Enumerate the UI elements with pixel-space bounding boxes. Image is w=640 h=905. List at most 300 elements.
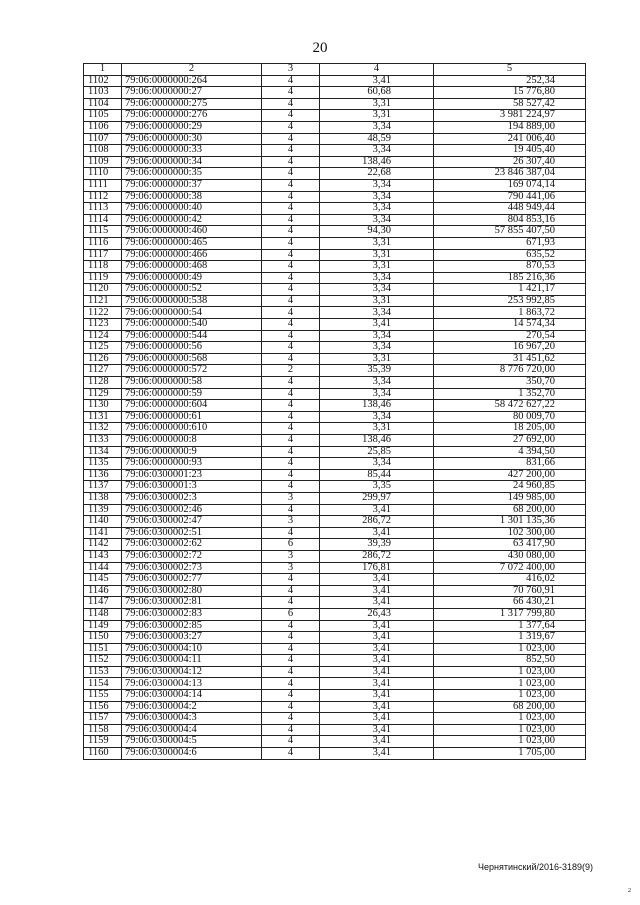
table-row — [84, 237, 586, 249]
rate-cell: 3,41 — [320, 655, 434, 667]
amount-cell: 1 023,00 — [434, 713, 586, 725]
table-row — [84, 446, 586, 458]
amount-cell: 18 205,00 — [434, 423, 586, 435]
amount-cell: 58 472 627,22 — [434, 400, 586, 412]
category-cell: 4 — [262, 133, 320, 145]
rate-cell: 286,72 — [320, 550, 434, 562]
amount-cell: 4 394,50 — [434, 446, 586, 458]
table-row — [84, 435, 586, 447]
category-cell: 3 — [262, 516, 320, 528]
category-cell: 4 — [262, 690, 320, 702]
amount-cell: 253 992,85 — [434, 295, 586, 307]
cadastral-number-cell: 79:06:0000000:572 — [122, 365, 262, 377]
row-number-cell: 1129 — [84, 388, 122, 400]
rate-cell: 3,34 — [320, 342, 434, 354]
rate-cell: 3,41 — [320, 527, 434, 539]
row-number-cell: 1124 — [84, 330, 122, 342]
rate-cell: 3,41 — [320, 597, 434, 609]
row-number-cell: 1122 — [84, 307, 122, 319]
row-number-cell: 1106 — [84, 121, 122, 133]
cadastral-number-cell: 79:06:0300004:12 — [122, 666, 262, 678]
amount-cell: 19 405,40 — [434, 145, 586, 157]
table-row — [84, 585, 586, 597]
category-cell: 4 — [262, 110, 320, 122]
amount-cell: 1 023,00 — [434, 678, 586, 690]
table-row — [84, 527, 586, 539]
category-cell: 4 — [262, 446, 320, 458]
cadastral-number-cell: 79:06:0300001:23 — [122, 469, 262, 481]
category-cell: 4 — [262, 203, 320, 215]
category-cell: 4 — [262, 87, 320, 99]
cadastral-number-cell: 79:06:0000000:34 — [122, 156, 262, 168]
category-cell: 4 — [262, 655, 320, 667]
category-cell: 4 — [262, 214, 320, 226]
row-number-cell: 1104 — [84, 98, 122, 110]
amount-cell: 852,50 — [434, 655, 586, 667]
amount-cell: 1 352,70 — [434, 388, 586, 400]
amount-cell: 149 985,00 — [434, 492, 586, 504]
category-cell: 2 — [262, 365, 320, 377]
category-cell: 4 — [262, 388, 320, 400]
rate-cell: 3,41 — [320, 748, 434, 760]
rate-cell: 3,34 — [320, 307, 434, 319]
row-number-cell: 1126 — [84, 353, 122, 365]
row-number-cell: 1131 — [84, 411, 122, 423]
table-row — [84, 469, 586, 481]
cadastral-number-cell: 79:06:0000000:544 — [122, 330, 262, 342]
category-cell: 4 — [262, 179, 320, 191]
row-number-cell: 1136 — [84, 469, 122, 481]
rate-cell: 3,31 — [320, 249, 434, 261]
amount-cell: 1 023,00 — [434, 643, 586, 655]
row-number-cell: 1157 — [84, 713, 122, 725]
row-number-cell: 1109 — [84, 156, 122, 168]
category-cell: 4 — [262, 98, 320, 110]
row-number-cell: 1152 — [84, 655, 122, 667]
table-row — [84, 133, 586, 145]
category-cell: 4 — [262, 724, 320, 736]
amount-cell: 23 846 387,04 — [434, 168, 586, 180]
cadastral-number-cell: 79:06:0300004:13 — [122, 678, 262, 690]
table-row — [84, 179, 586, 191]
row-number-cell: 1105 — [84, 110, 122, 122]
cadastral-number-cell: 79:06:0300002:77 — [122, 574, 262, 586]
cadastral-number-cell: 79:06:0300002:72 — [122, 550, 262, 562]
table-row — [84, 87, 586, 99]
amount-cell: 3 981 224,97 — [434, 110, 586, 122]
row-number-cell: 1147 — [84, 597, 122, 609]
category-cell: 4 — [262, 701, 320, 713]
column-header-2: 2 — [122, 64, 262, 76]
category-cell: 4 — [262, 284, 320, 296]
table-row — [84, 284, 586, 296]
row-number-cell: 1118 — [84, 261, 122, 273]
cadastral-number-cell: 79:06:0300002:51 — [122, 527, 262, 539]
amount-cell: 185 216,36 — [434, 272, 586, 284]
row-number-cell: 1120 — [84, 284, 122, 296]
row-number-cell: 1142 — [84, 539, 122, 551]
cadastral-number-cell: 79:06:0000000:568 — [122, 353, 262, 365]
rate-cell: 3,41 — [320, 666, 434, 678]
row-number-cell: 1119 — [84, 272, 122, 284]
cadastral-number-cell: 79:06:0300002:62 — [122, 539, 262, 551]
table-row — [84, 214, 586, 226]
data-table — [83, 63, 586, 760]
table-row — [84, 400, 586, 412]
rate-cell: 3,41 — [320, 701, 434, 713]
amount-cell: 70 760,91 — [434, 585, 586, 597]
row-number-cell: 1156 — [84, 701, 122, 713]
amount-cell: 15 776,80 — [434, 87, 586, 99]
category-cell: 4 — [262, 75, 320, 87]
table-row — [84, 643, 586, 655]
cadastral-number-cell: 79:06:0000000:604 — [122, 400, 262, 412]
row-number-cell: 1135 — [84, 458, 122, 470]
table-row — [84, 226, 586, 238]
cadastral-number-cell: 79:06:0000000:56 — [122, 342, 262, 354]
rate-cell: 94,30 — [320, 226, 434, 238]
amount-cell: 31 451,62 — [434, 353, 586, 365]
category-cell: 4 — [262, 620, 320, 632]
category-cell: 4 — [262, 307, 320, 319]
cadastral-number-cell: 79:06:0000000:276 — [122, 110, 262, 122]
table-row — [84, 608, 586, 620]
edge-mark: 2 — [628, 888, 631, 894]
category-cell: 4 — [262, 156, 320, 168]
table-row — [84, 574, 586, 586]
table-body — [84, 75, 586, 759]
table-row — [84, 110, 586, 122]
rate-cell: 3,34 — [320, 272, 434, 284]
amount-cell: 790 441,06 — [434, 191, 586, 203]
row-number-cell: 1116 — [84, 237, 122, 249]
table-row — [84, 550, 586, 562]
rate-cell: 3,31 — [320, 98, 434, 110]
cadastral-number-cell: 79:06:0300001:3 — [122, 481, 262, 493]
category-cell: 4 — [262, 504, 320, 516]
rate-cell: 3,34 — [320, 203, 434, 215]
category-cell: 4 — [262, 458, 320, 470]
category-cell: 4 — [262, 226, 320, 238]
cadastral-number-cell: 79:06:0300004:6 — [122, 748, 262, 760]
column-header-3: 3 — [262, 64, 320, 76]
rate-cell: 3,31 — [320, 261, 434, 273]
amount-cell: 252,34 — [434, 75, 586, 87]
rate-cell: 3,31 — [320, 423, 434, 435]
category-cell: 4 — [262, 481, 320, 493]
table-row — [84, 492, 586, 504]
amount-cell: 1 023,00 — [434, 736, 586, 748]
row-number-cell: 1153 — [84, 666, 122, 678]
row-number-cell: 1155 — [84, 690, 122, 702]
row-number-cell: 1149 — [84, 620, 122, 632]
rate-cell: 138,46 — [320, 400, 434, 412]
rate-cell: 3,34 — [320, 191, 434, 203]
category-cell: 4 — [262, 435, 320, 447]
category-cell: 4 — [262, 295, 320, 307]
table-row — [84, 458, 586, 470]
row-number-cell: 1141 — [84, 527, 122, 539]
row-number-cell: 1107 — [84, 133, 122, 145]
amount-cell: 1 377,64 — [434, 620, 586, 632]
amount-cell: 1 705,00 — [434, 748, 586, 760]
amount-cell: 804 853,16 — [434, 214, 586, 226]
category-cell: 4 — [262, 261, 320, 273]
amount-cell: 350,70 — [434, 377, 586, 389]
row-number-cell: 1151 — [84, 643, 122, 655]
amount-cell: 635,52 — [434, 249, 586, 261]
row-number-cell: 1139 — [84, 504, 122, 516]
row-number-cell: 1125 — [84, 342, 122, 354]
amount-cell: 169 074,14 — [434, 179, 586, 191]
cadastral-number-cell: 79:06:0000000:540 — [122, 319, 262, 331]
table-row — [84, 632, 586, 644]
table-row — [84, 75, 586, 87]
table-row — [84, 98, 586, 110]
table-row — [84, 713, 586, 725]
category-cell: 4 — [262, 145, 320, 157]
table-row — [84, 562, 586, 574]
amount-cell: 831,66 — [434, 458, 586, 470]
cadastral-number-cell: 79:06:0300002:80 — [122, 585, 262, 597]
row-number-cell: 1103 — [84, 87, 122, 99]
cadastral-number-cell: 79:06:0000000:30 — [122, 133, 262, 145]
category-cell: 4 — [262, 330, 320, 342]
row-number-cell: 1132 — [84, 423, 122, 435]
cadastral-number-cell: 79:06:0300002:85 — [122, 620, 262, 632]
table-row — [84, 666, 586, 678]
table-row — [84, 516, 586, 528]
amount-cell: 63 417,90 — [434, 539, 586, 551]
rate-cell: 3,41 — [320, 690, 434, 702]
amount-cell: 7 072 400,00 — [434, 562, 586, 574]
rate-cell: 138,46 — [320, 156, 434, 168]
table-row — [84, 388, 586, 400]
page-number: 20 — [312, 40, 328, 56]
cadastral-number-cell: 79:06:0000000:264 — [122, 75, 262, 87]
category-cell: 4 — [262, 748, 320, 760]
category-cell: 4 — [262, 713, 320, 725]
row-number-cell: 1159 — [84, 736, 122, 748]
amount-cell: 68 200,00 — [434, 504, 586, 516]
cadastral-number-cell: 79:06:0300002:83 — [122, 608, 262, 620]
column-header-5: 5 — [434, 64, 586, 76]
row-number-cell: 1113 — [84, 203, 122, 215]
rate-cell: 3,34 — [320, 388, 434, 400]
table-row — [84, 203, 586, 215]
amount-cell: 448 949,44 — [434, 203, 586, 215]
cadastral-number-cell: 79:06:0300004:14 — [122, 690, 262, 702]
amount-cell: 1 023,00 — [434, 690, 586, 702]
category-cell: 4 — [262, 666, 320, 678]
rate-cell: 3,41 — [320, 736, 434, 748]
row-number-cell: 1137 — [84, 481, 122, 493]
row-number-cell: 1140 — [84, 516, 122, 528]
category-cell: 4 — [262, 736, 320, 748]
cadastral-number-cell: 79:06:0300002:73 — [122, 562, 262, 574]
amount-cell: 194 889,00 — [434, 121, 586, 133]
table-row — [84, 342, 586, 354]
cadastral-number-cell: 79:06:0000000:27 — [122, 87, 262, 99]
row-number-cell: 1130 — [84, 400, 122, 412]
rate-cell: 3,34 — [320, 411, 434, 423]
rate-cell: 60,68 — [320, 87, 434, 99]
table-row — [84, 655, 586, 667]
rate-cell: 26,43 — [320, 608, 434, 620]
cadastral-number-cell: 79:06:0000000:61 — [122, 411, 262, 423]
rate-cell: 48,59 — [320, 133, 434, 145]
category-cell: 4 — [262, 377, 320, 389]
table-row — [84, 168, 586, 180]
row-number-cell: 1108 — [84, 145, 122, 157]
cadastral-number-cell: 79:06:0300004:2 — [122, 701, 262, 713]
amount-cell: 430 080,00 — [434, 550, 586, 562]
amount-cell: 24 960,85 — [434, 481, 586, 493]
table-row — [84, 191, 586, 203]
amount-cell: 27 692,00 — [434, 435, 586, 447]
amount-cell: 58 527,42 — [434, 98, 586, 110]
rate-cell: 3,41 — [320, 319, 434, 331]
amount-cell: 102 300,00 — [434, 527, 586, 539]
cadastral-number-cell: 79:06:0300004:3 — [122, 713, 262, 725]
category-cell: 4 — [262, 423, 320, 435]
row-number-cell: 1111 — [84, 179, 122, 191]
table-row — [84, 145, 586, 157]
category-cell: 3 — [262, 492, 320, 504]
table-row — [84, 690, 586, 702]
rate-cell: 3,41 — [320, 585, 434, 597]
table-row — [84, 504, 586, 516]
category-cell: 6 — [262, 539, 320, 551]
cadastral-number-cell: 79:06:0000000:465 — [122, 237, 262, 249]
rate-cell: 3,41 — [320, 724, 434, 736]
row-number-cell: 1121 — [84, 295, 122, 307]
row-number-cell: 1123 — [84, 319, 122, 331]
rate-cell: 85,44 — [320, 469, 434, 481]
row-number-cell: 1144 — [84, 562, 122, 574]
category-cell: 4 — [262, 272, 320, 284]
cadastral-number-cell: 79:06:0000000:33 — [122, 145, 262, 157]
amount-cell: 1 319,67 — [434, 632, 586, 644]
row-number-cell: 1134 — [84, 446, 122, 458]
amount-cell: 66 430,21 — [434, 597, 586, 609]
table-row — [84, 365, 586, 377]
rate-cell: 39,39 — [320, 539, 434, 551]
category-cell: 4 — [262, 597, 320, 609]
category-cell: 4 — [262, 574, 320, 586]
amount-cell: 270,54 — [434, 330, 586, 342]
rate-cell: 3,34 — [320, 121, 434, 133]
category-cell: 4 — [262, 353, 320, 365]
amount-cell: 1 863,72 — [434, 307, 586, 319]
cadastral-number-cell: 79:06:0000000:38 — [122, 191, 262, 203]
rate-cell: 3,41 — [320, 713, 434, 725]
table-row — [84, 597, 586, 609]
amount-cell: 8 776 720,00 — [434, 365, 586, 377]
row-number-cell: 1160 — [84, 748, 122, 760]
cadastral-number-cell: 79:06:0000000:93 — [122, 458, 262, 470]
amount-cell: 1 023,00 — [434, 666, 586, 678]
cadastral-number-cell: 79:06:0000000:29 — [122, 121, 262, 133]
rate-cell: 3,34 — [320, 377, 434, 389]
rate-cell: 299,97 — [320, 492, 434, 504]
category-cell: 4 — [262, 191, 320, 203]
cadastral-number-cell: 79:06:0300002:46 — [122, 504, 262, 516]
cadastral-number-cell: 79:06:0000000:468 — [122, 261, 262, 273]
cadastral-number-cell: 79:06:0000000:54 — [122, 307, 262, 319]
amount-cell: 671,93 — [434, 237, 586, 249]
row-number-cell: 1145 — [84, 574, 122, 586]
cadastral-number-cell: 79:06:0300004:4 — [122, 724, 262, 736]
amount-cell: 16 967,20 — [434, 342, 586, 354]
rate-cell: 3,31 — [320, 295, 434, 307]
column-header-4: 4 — [320, 64, 434, 76]
row-number-cell: 1154 — [84, 678, 122, 690]
row-number-cell: 1127 — [84, 365, 122, 377]
category-cell: 4 — [262, 168, 320, 180]
cadastral-number-cell: 79:06:0300004:11 — [122, 655, 262, 667]
amount-cell: 1 421,17 — [434, 284, 586, 296]
rate-cell: 3,41 — [320, 643, 434, 655]
rate-cell: 3,41 — [320, 574, 434, 586]
amount-cell: 14 574,34 — [434, 319, 586, 331]
row-number-cell: 1138 — [84, 492, 122, 504]
category-cell: 4 — [262, 469, 320, 481]
cadastral-number-cell: 79:06:0300004:10 — [122, 643, 262, 655]
category-cell: 4 — [262, 632, 320, 644]
rate-cell: 138,46 — [320, 435, 434, 447]
cadastral-number-cell: 79:06:0300004:5 — [122, 736, 262, 748]
category-cell: 4 — [262, 342, 320, 354]
amount-cell: 427 200,00 — [434, 469, 586, 481]
document-footer: Чернятинский/2016-3189(9) — [478, 862, 594, 872]
table-row — [84, 353, 586, 365]
category-cell: 4 — [262, 319, 320, 331]
category-cell: 4 — [262, 585, 320, 597]
rate-cell: 3,34 — [320, 145, 434, 157]
table-row — [84, 121, 586, 133]
rate-cell: 25,85 — [320, 446, 434, 458]
cadastral-number-cell: 79:06:0300002:3 — [122, 492, 262, 504]
cadastral-number-cell: 79:06:0000000:460 — [122, 226, 262, 238]
table-row — [84, 272, 586, 284]
category-cell: 4 — [262, 249, 320, 261]
category-cell: 4 — [262, 121, 320, 133]
amount-cell: 416,02 — [434, 574, 586, 586]
row-number-cell: 1117 — [84, 249, 122, 261]
rate-cell: 3,34 — [320, 330, 434, 342]
category-cell: 4 — [262, 400, 320, 412]
category-cell: 3 — [262, 562, 320, 574]
table-row — [84, 678, 586, 690]
rate-cell: 3,31 — [320, 353, 434, 365]
table-row — [84, 724, 586, 736]
category-cell: 4 — [262, 411, 320, 423]
rate-cell: 176,81 — [320, 562, 434, 574]
row-number-cell: 1158 — [84, 724, 122, 736]
table-row — [84, 481, 586, 493]
row-number-cell: 1128 — [84, 377, 122, 389]
table-row — [84, 736, 586, 748]
cadastral-number-cell: 79:06:0000000:52 — [122, 284, 262, 296]
rate-cell: 3,41 — [320, 678, 434, 690]
category-cell: 6 — [262, 608, 320, 620]
cadastral-number-cell: 79:06:0000000:9 — [122, 446, 262, 458]
row-number-cell: 1146 — [84, 585, 122, 597]
amount-cell: 1 023,00 — [434, 724, 586, 736]
cadastral-number-cell: 79:06:0300002:81 — [122, 597, 262, 609]
row-number-cell: 1133 — [84, 435, 122, 447]
